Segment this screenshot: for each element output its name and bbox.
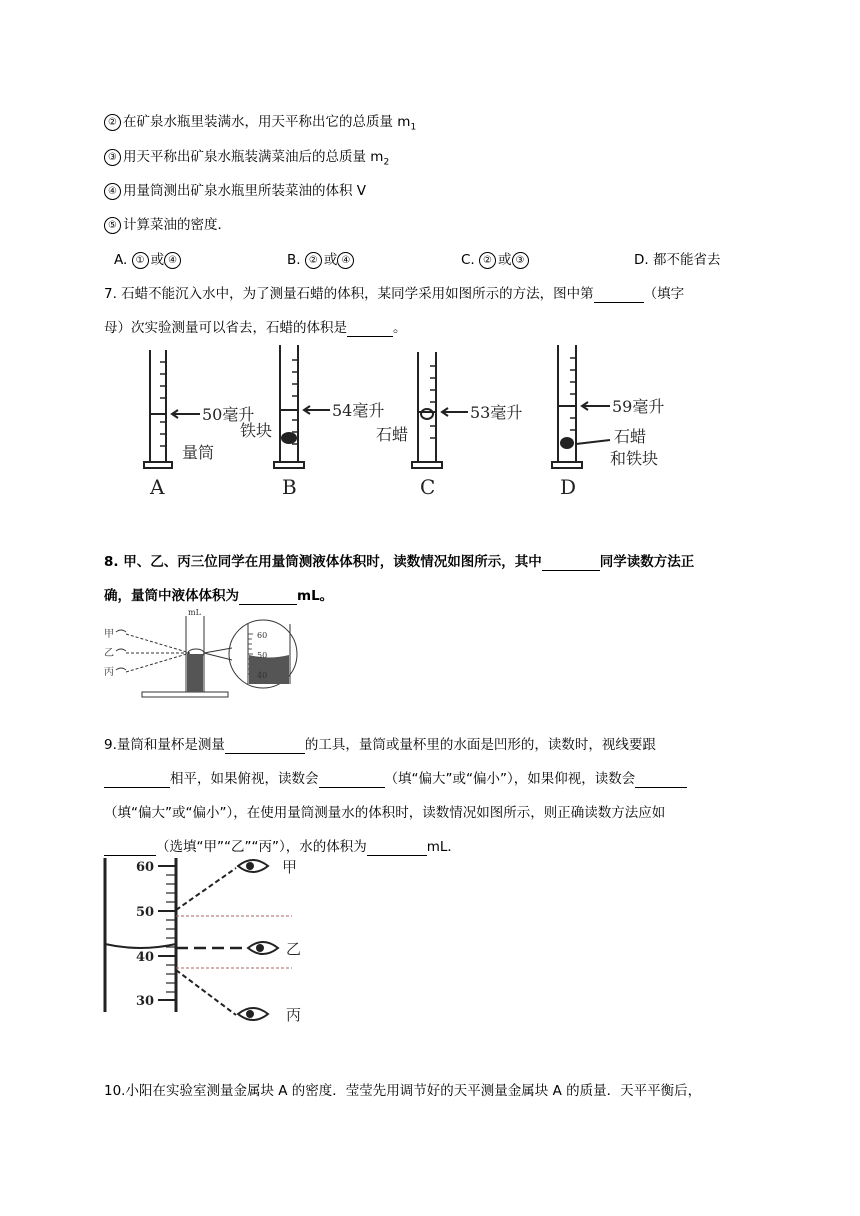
option-circle: ① xyxy=(132,252,149,269)
q9-text: （填“偏大”或“偏小”），在使用量筒测量水的体积时，读数情况如图所示，则正确读数方法应如 xyxy=(104,805,666,821)
option-circle: ④ xyxy=(164,252,181,269)
q8-blank-1[interactable] xyxy=(542,554,600,571)
q9-blank-3[interactable] xyxy=(319,771,385,788)
step-number: ④ xyxy=(104,183,121,200)
q9-observer-bing: 丙 xyxy=(286,1006,302,1024)
q8-blank-2[interactable] xyxy=(239,588,297,605)
q10-text: 10.小阳在实验室测量金属块 A 的密度．莹莹先用调节好的天平测量金属块 A 的质量．天平平衡后， xyxy=(104,1083,702,1099)
q9-blank-1[interactable] xyxy=(225,737,305,754)
option-circle: ③ xyxy=(512,252,529,269)
step-4 xyxy=(104,179,366,200)
option-a[interactable] xyxy=(114,248,183,269)
option-d[interactable] xyxy=(634,248,720,268)
step-text: 计算菜油的密度． xyxy=(123,217,231,233)
q8-figure xyxy=(100,608,310,703)
option-label: C. xyxy=(461,252,480,268)
step-number: ② xyxy=(104,114,121,131)
q7-text: 。 xyxy=(393,320,407,336)
option-mid: 或 xyxy=(323,252,338,268)
q8-tick-60: 60 xyxy=(257,631,268,640)
q9-text: （选填“甲”“乙”“丙”），水的体积为 xyxy=(156,839,367,855)
option-label: D. xyxy=(634,252,653,268)
option-b[interactable] xyxy=(287,248,356,269)
option-c[interactable] xyxy=(461,248,531,269)
letter-c: C xyxy=(420,475,436,499)
q9-observer-yi: 乙 xyxy=(286,940,302,958)
q8-line2 xyxy=(104,584,333,605)
step-number: ⑤ xyxy=(104,217,121,234)
q8-text: 同学读数方法正 xyxy=(599,554,695,570)
caption-b: 铁块 xyxy=(240,421,273,440)
q8-observer-jia: 甲 xyxy=(104,629,114,640)
q8-tick-40: 40 xyxy=(257,671,268,680)
q9-line1 xyxy=(104,733,656,754)
q9-line3 xyxy=(104,801,665,821)
q8-line1 xyxy=(104,550,694,571)
q9-tick-30: 30 xyxy=(136,994,155,1009)
option-mid: 或 xyxy=(150,252,165,268)
q9-line2 xyxy=(104,767,687,788)
option-label: A. xyxy=(114,252,132,268)
q8-text: 8. 甲、乙、丙三位同学在用量筒测液体体积时，读数情况如图所示，其中 xyxy=(104,554,542,570)
q8-unit: mL xyxy=(188,608,201,617)
q7-text: 7. 石蜡不能沉入水中，为了测量石蜡的体积，某同学采用如图所示的方法，图中第 xyxy=(104,286,594,302)
q8-text: mL。 xyxy=(297,588,334,604)
q9-blank-2[interactable] xyxy=(104,771,170,788)
q9-tick-50: 50 xyxy=(136,905,155,920)
q9-text: 9.量筒和量杯是测量 xyxy=(104,737,225,753)
option-circle: ④ xyxy=(337,252,354,269)
option-mid: 或 xyxy=(498,252,512,268)
q9-text: 相平，如果俯视，读数会 xyxy=(170,771,319,787)
reading-b: 54毫升 xyxy=(332,401,385,420)
caption-c: 石蜡 xyxy=(376,425,409,444)
q7-figure xyxy=(120,340,700,500)
q10-line1 xyxy=(104,1079,701,1099)
q9-tick-60: 60 xyxy=(136,860,155,875)
step-2 xyxy=(104,110,416,133)
q9-observer-jia: 甲 xyxy=(282,858,298,876)
step-3 xyxy=(104,145,389,168)
q8-tick-50: 50 xyxy=(257,651,268,660)
q9-blank-6[interactable] xyxy=(367,839,427,856)
q8-text: 确，量筒中液体体积为 xyxy=(104,588,239,604)
step-text: 用天平称出矿泉水瓶装满菜油后的总质量 m xyxy=(123,149,384,165)
letter-b: B xyxy=(282,475,297,499)
caption-d1: 石蜡 xyxy=(614,427,647,446)
subscript: 2 xyxy=(383,157,390,168)
q7-text: （填字 xyxy=(643,286,685,302)
q9-tick-40: 40 xyxy=(136,950,155,965)
q8-observer-yi: 乙 xyxy=(104,648,114,659)
q7-line1 xyxy=(104,282,684,303)
q9-figure xyxy=(96,850,326,1030)
option-circle: ② xyxy=(479,252,496,269)
caption-d2: 和铁块 xyxy=(610,449,659,468)
q7-blank-1[interactable] xyxy=(594,286,644,303)
option-circle: ② xyxy=(305,252,322,269)
option-text: 都不能省去 xyxy=(652,252,721,268)
subscript: 1 xyxy=(410,122,417,133)
step-number: ③ xyxy=(104,149,121,166)
q9-blank-4[interactable] xyxy=(635,771,687,788)
q9-text: mL． xyxy=(426,839,461,855)
option-label: B. xyxy=(287,252,305,268)
letter-a: A xyxy=(150,475,165,499)
q9-text: 的工具，量筒或量杯里的水面是凹形的，读数时，视线要跟 xyxy=(304,737,656,753)
reading-c: 53毫升 xyxy=(470,403,523,422)
q7-blank-2[interactable] xyxy=(347,320,393,337)
q8-observer-bing: 丙 xyxy=(104,667,114,678)
reading-a: 50毫升 xyxy=(202,405,255,424)
caption-a: 量筒 xyxy=(182,443,215,462)
step-text: 在矿泉水瓶里装满水，用天平称出它的总质量 m xyxy=(123,114,411,130)
reading-d: 59毫升 xyxy=(612,397,665,416)
q7-text: 母）次实验测量可以省去，石蜡的体积是 xyxy=(104,320,347,336)
q9-text: （填“偏大”或“偏小”），如果仰视，读数会 xyxy=(384,771,636,787)
step-5 xyxy=(104,213,231,234)
q7-line2 xyxy=(104,316,407,337)
letter-d: D xyxy=(560,475,577,499)
step-text: 用量筒测出矿泉水瓶里所装菜油的体积 V xyxy=(123,183,367,199)
